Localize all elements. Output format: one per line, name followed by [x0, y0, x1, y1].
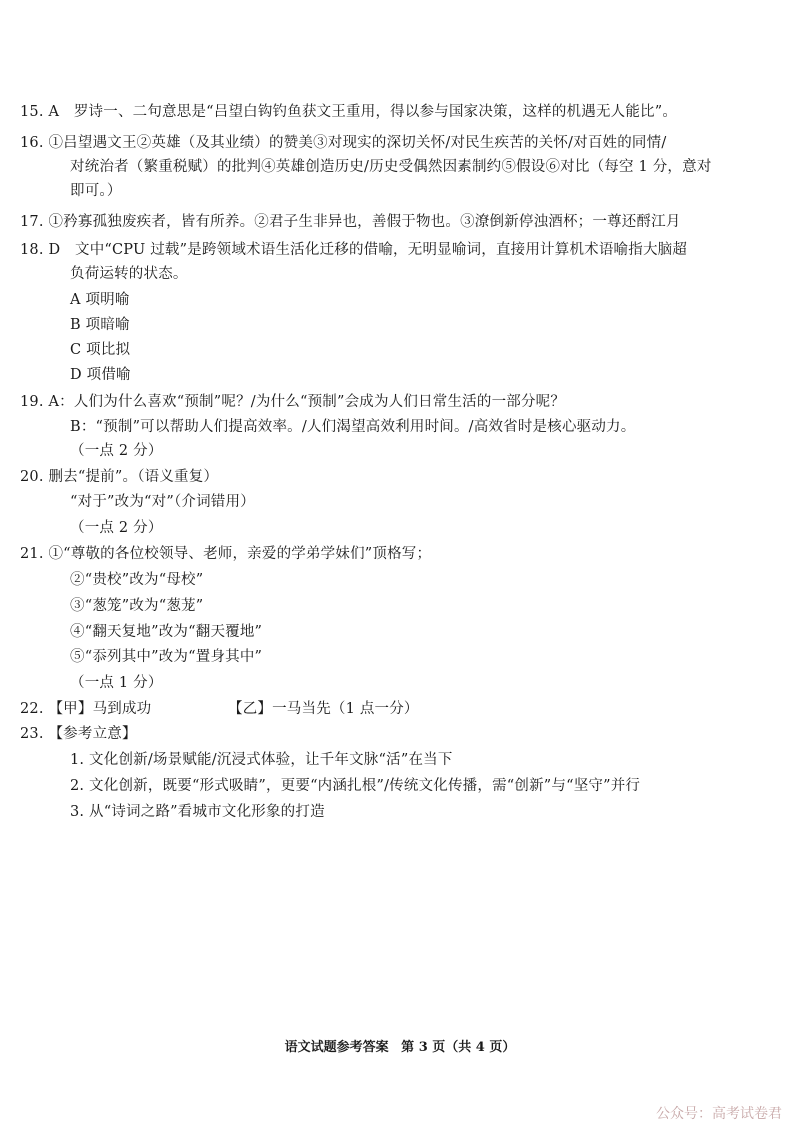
answer-18-line-1: 18. D 文中“CPU 过载”是跨领域术语生活化迁移的借喻，无明显喻词，直接用计算机术语喻指大脑超 — [20, 242, 688, 258]
footer-page-number: 第 3 页（共 4 页） — [401, 1040, 516, 1055]
answer-16-line-3: 即可。） — [70, 183, 122, 199]
answer-16-line-1: 16. ①吕望遇文王②英雄（及其业绩）的赞美③对现实的深切关怀/对民生疾苦的关怀/对百姓的同情/ — [20, 135, 667, 151]
answer-21-item-2: ②“贵校”改为“母校” — [70, 572, 204, 588]
answer-18-option-d: D 项借喻 — [70, 367, 131, 383]
answer-19-note: （一点 2 分） — [70, 443, 163, 459]
answer-19-line-2: B：“预制”可以帮助人们提高效率。/人们渴望高效利用时间。/高效省时是核心驱动力。 — [70, 419, 636, 435]
answer-22-part-2: 【乙】一马当先（1 点一分） — [228, 701, 419, 717]
answer-23-item-2: 2. 文化创新，既要“形式吸睛”，更要“内涵扎根”/传统文化传播，需“创新”与“坚守”并行 — [70, 778, 641, 794]
answer-19-line-1: 19. A：人们为什么喜欢“预制”呢？/为什么“预制”会成为人们日常生活的一部分呢？ — [20, 394, 566, 410]
answer-18-option-a: A 项明喻 — [70, 292, 130, 308]
answer-16-line-2: 对统治者（繁重税赋）的批判④英雄创造历史/历史受偶然因素制约⑤假设⑥对比（每空 1 分，意对 — [70, 159, 712, 175]
answer-18-option-b: B 项暗喻 — [70, 317, 130, 333]
page-footer — [0, 1036, 800, 1055]
answer-18-option-c: C 项比拟 — [70, 342, 131, 358]
answer-20-line-2: “对于”改为“对”（介词错用） — [70, 494, 255, 510]
answer-21-line-1: 21. ①“尊敬的各位校领导、老师，亲爱的学弟学妹们”顶格写； — [20, 546, 432, 562]
answer-20-note: （一点 2 分） — [70, 520, 163, 536]
answer-18-line-2: 负荷运转的状态。 — [70, 266, 188, 282]
answer-15: 15. A 罗诗一、二句意思是“吕望白钩钓鱼获文王重用，得以参与国家决策，这样的机遇无人能比”。 — [20, 104, 678, 120]
answer-23-item-3: 3. 从“诗词之路”看城市文化形象的打造 — [70, 804, 325, 820]
answer-21-item-4: ④“翻天复地”改为“翻天覆地” — [70, 624, 263, 640]
answer-21-item-5: ⑤“忝列其中”改为“置身其中” — [70, 649, 263, 665]
answer-22-part-1: 22. 【甲】马到成功 — [20, 701, 152, 717]
answer-17: 17. ①矜寡孤独废疾者，皆有所养。②君子生非异也，善假于物也。③潦倒新停浊酒杯；一尊还酹江月 — [20, 214, 681, 230]
answer-21-note: （一点 1 分） — [70, 675, 163, 691]
watermark-text: 公众号：高考试卷君 — [656, 1106, 782, 1122]
answer-23-heading: 23. 【参考立意】 — [20, 726, 137, 742]
footer-title: 语文试题参考答案 — [284, 1040, 389, 1055]
answer-20-line-1: 20. 删去“提前”。（语义重复） — [20, 469, 219, 485]
answer-23-item-1: 1. 文化创新/场景赋能/沉浸式体验，让千年文脉“活”在当下 — [70, 752, 453, 768]
answer-21-item-3: ③“葱笼”改为“葱茏” — [70, 598, 204, 614]
